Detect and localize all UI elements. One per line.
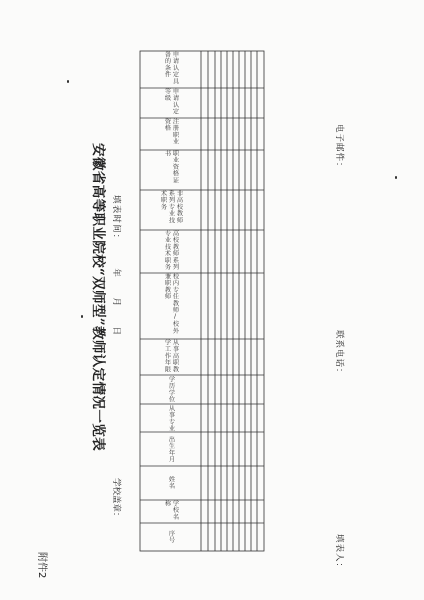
header-cell-name: 姓名 xyxy=(167,476,175,490)
header-cell-index: 序号 xyxy=(167,530,175,544)
header-cell-education: 学历学位 xyxy=(167,376,175,403)
scan-speck xyxy=(395,176,397,179)
scan-speck xyxy=(81,315,83,318)
email-label: 电子邮件： xyxy=(334,124,344,172)
attachment-label: 附件2 xyxy=(36,552,47,579)
phone-label: 联系电话： xyxy=(334,330,344,378)
document-title: 安徽省高等职业院校“双师型”教师认定情况一览表 xyxy=(90,143,106,452)
header-cell-vocational-cert: 职业资格证书 xyxy=(163,150,179,184)
filler-label: 填表人： xyxy=(334,534,344,573)
scan-speck xyxy=(67,80,69,83)
header-cell-non-college-title: 非高校教师系列专业技术职务 xyxy=(159,190,183,224)
header-cell-applied-level: 申请认定等级 xyxy=(163,88,179,115)
header-cell-applied-conditions: 申请认定具备的条件 xyxy=(163,51,179,85)
header-cell-birth-date: 出生年月 xyxy=(167,435,175,463)
school-seal-label: 学校盖章： xyxy=(111,478,121,521)
header-cell-college-title: 高校教师系列专业技术职务 xyxy=(163,230,179,271)
header-cell-school-name: 学校名称 xyxy=(163,500,179,521)
header-cell-major: 从事专业 xyxy=(167,404,175,432)
fill-date-label: 填表时间： 年 月 日 xyxy=(111,195,121,337)
header-cell-teaching-years: 从事高职教学工作年限 xyxy=(163,339,179,373)
header-cell-teacher-type: 校内专任教师/校外兼职教师 xyxy=(163,273,179,335)
header-cell-registered-qualification: 注册职业资格 xyxy=(163,118,179,145)
